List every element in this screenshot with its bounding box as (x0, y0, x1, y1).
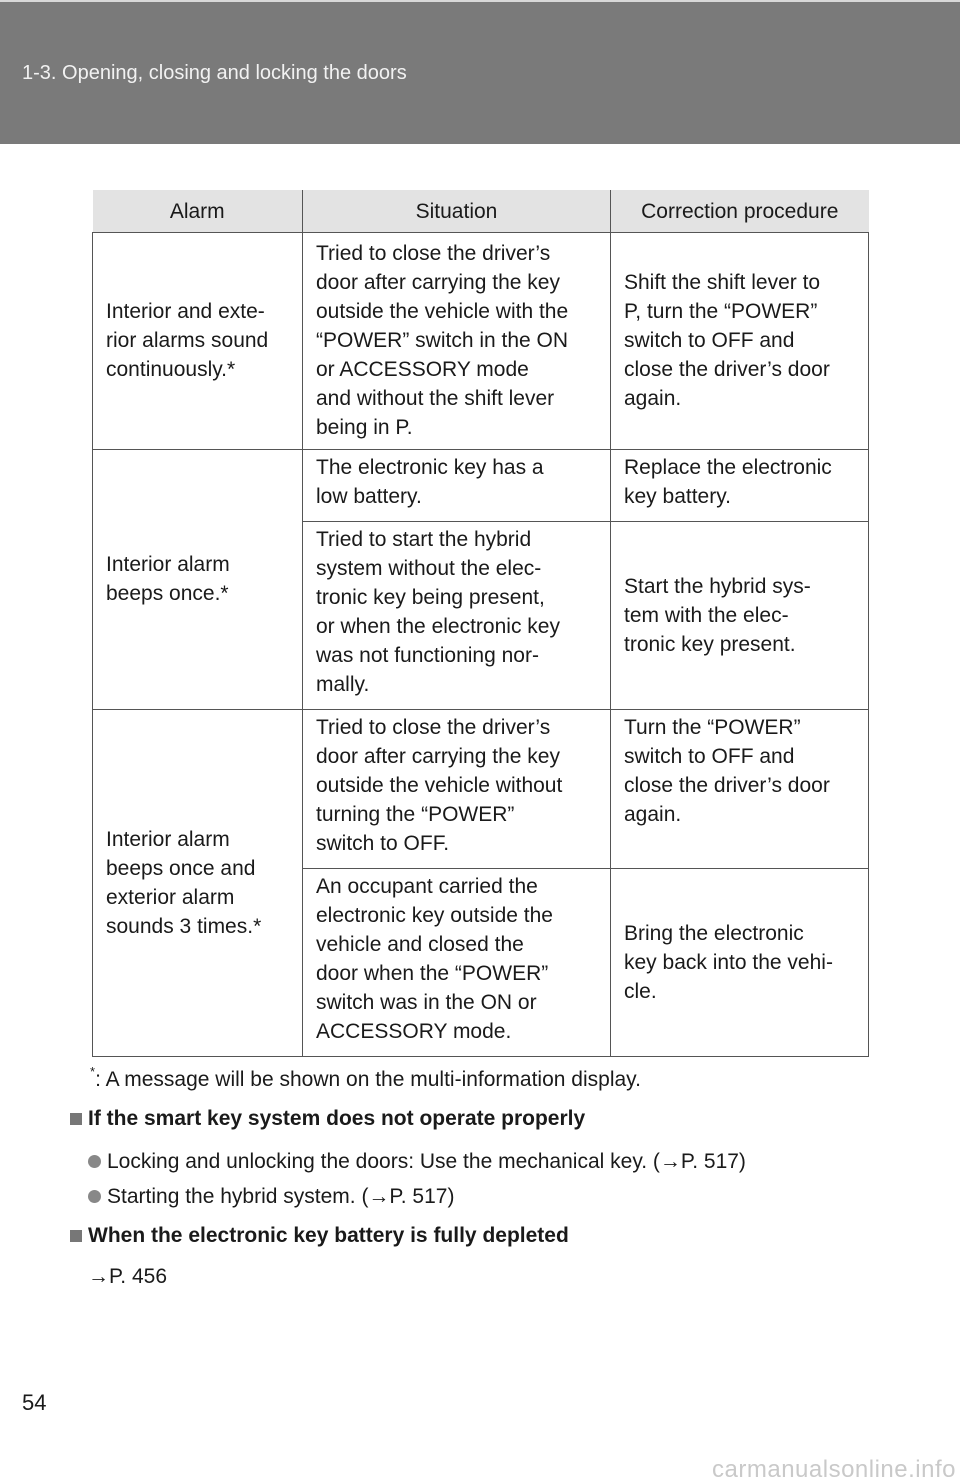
column-header-situation: Situation (303, 190, 611, 233)
circle-bullet-icon (88, 1155, 101, 1168)
page-reference: →P. 456 (88, 1265, 168, 1288)
table-row (93, 450, 869, 522)
square-bullet-icon (70, 1230, 82, 1242)
page-number: 54 (22, 1390, 47, 1415)
footnote-text: : A message will be shown on the multi-information display. (95, 1068, 641, 1091)
situation-cell: The electronic key has a low battery. (303, 450, 611, 522)
correction-cell: Replace the electronic key battery. (611, 450, 869, 522)
situation-cell: Tried to start the hybrid system without the elec- tronic key being present, or when the electronic key was not functioning nor- mally. (303, 522, 611, 710)
section-heading-text: If the smart key system does not operate properly (88, 1107, 586, 1130)
section-title: 1-3. Opening, closing and locking the doors (22, 62, 407, 84)
footnote-mark: * (90, 1064, 96, 1079)
alarm-cell: Interior alarm beeps once and exterior alarm sounds 3 times.* (93, 710, 303, 1057)
alarm-cell: Interior and exte- rior alarms sound continuously.* (93, 233, 303, 450)
circle-bullet-icon (88, 1190, 101, 1203)
situation-cell: Tried to close the driver’s door after carrying the key outside the vehicle without turning the “POWER” switch to OFF. (303, 710, 611, 869)
situation-cell: Tried to close the driver’s door after carrying the key outside the vehicle with the “POWER” switch in the ON or ACCESSORY mode and without the shift lever being in P. (303, 233, 611, 450)
watermark: carmanualsonline.info (712, 1456, 956, 1483)
correction-cell: Bring the electronic key back into the vehi- cle. (611, 869, 869, 1057)
section-heading (70, 1107, 585, 1131)
list-item (88, 1150, 746, 1174)
correction-cell: Start the hybrid sys- tem with the elec- tronic key present. (611, 522, 869, 710)
section-heading (70, 1224, 569, 1248)
alarm-table (92, 190, 869, 1057)
table-footnote (90, 1066, 641, 1092)
list-item-text: Locking and unlocking the doors: Use the mechanical key. (→P. 517) (107, 1150, 746, 1173)
column-header-alarm: Alarm (93, 190, 303, 233)
list-item (88, 1185, 454, 1209)
section-heading-text: When the electronic key battery is fully depleted (88, 1224, 569, 1247)
square-bullet-icon (70, 1113, 82, 1125)
column-header-correction: Correction procedure (611, 190, 869, 233)
page-header (0, 0, 960, 144)
correction-cell: Turn the “POWER” switch to OFF and close the driver’s door again. (611, 710, 869, 869)
correction-cell: Shift the shift lever to P, turn the “POWER” switch to OFF and close the driver’s door again. (611, 233, 869, 450)
list-item-text: Starting the hybrid system. (→P. 517) (107, 1185, 455, 1208)
alarm-cell: Interior alarm beeps once.* (93, 450, 303, 710)
table-header-row (93, 190, 869, 233)
table-row (93, 710, 869, 869)
situation-cell: An occupant carried the electronic key outside the vehicle and closed the door when the “POWER” switch was in the ON or ACCESSORY mode. (303, 869, 611, 1057)
table-row (93, 233, 869, 450)
